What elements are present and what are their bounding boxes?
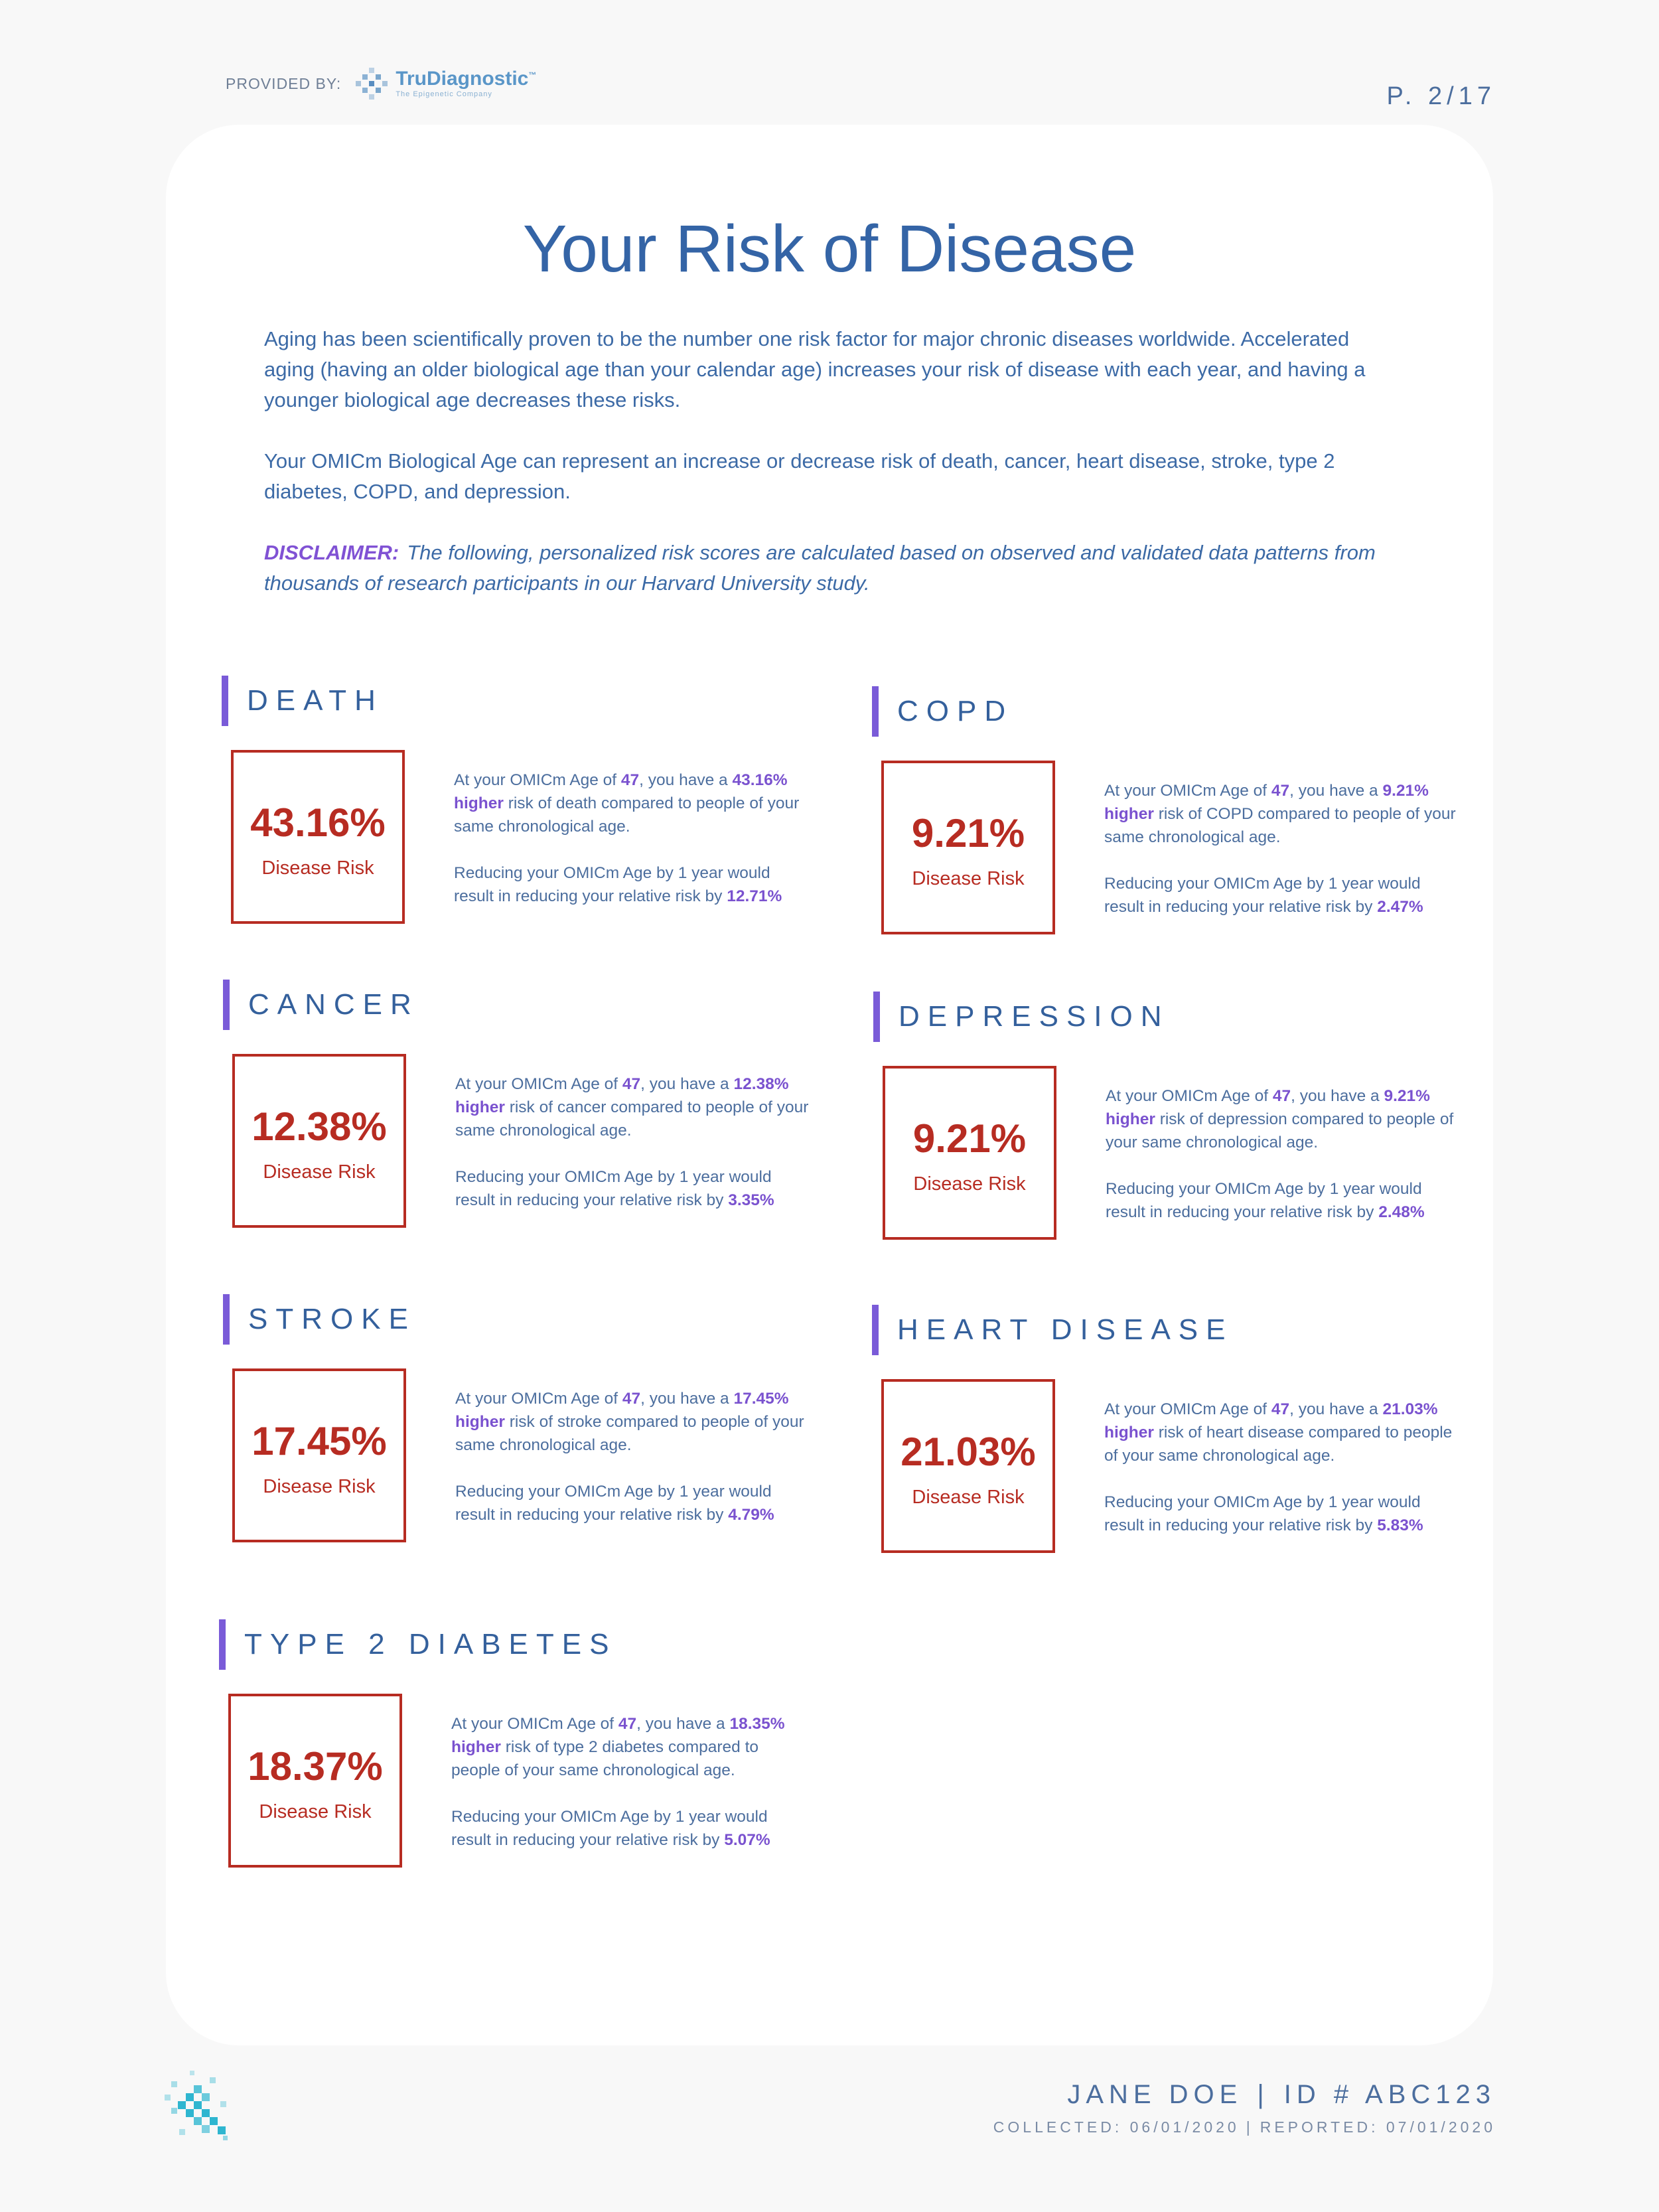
risk-box (231, 750, 405, 924)
section-title: COPD (872, 686, 1013, 737)
brand-tagline: The Epigenetic Company (396, 90, 492, 98)
brand-logo (356, 65, 536, 102)
report-dates (993, 2118, 1496, 2136)
section-title: DEPRESSION (873, 992, 1170, 1042)
risk-reduction: 4.79% (728, 1506, 774, 1524)
intro-paragraph-1: Aging has been scientifically proven to be the number one risk factor for major chronic diseases worldwide. Accelerated aging (having an older biological age than your calendar age) increases your risk of disease with each year, and having a younger biological age decreases these risks. (264, 327, 1366, 411)
risk-reduction: 2.48% (1378, 1203, 1425, 1221)
risk-value: 9.21% (912, 1116, 1027, 1161)
risk-box (228, 1694, 402, 1868)
footer-separator: | (1257, 2080, 1269, 2109)
risk-reduction: 2.47% (1377, 898, 1423, 916)
trudiagnostic-logo-icon (356, 65, 389, 102)
collected-date: COLLECTED: 06/01/2020 (993, 2118, 1240, 2136)
reported-date: REPORTED: 07/01/2020 (1260, 2118, 1496, 2136)
risk-description: At your OMICm Age of 47, you have a 12.38% higher risk of cancer compared to people of your same chronological age. Reducing your OMICm Age by 1 year would result in reducing your relative risk by 3.35% (455, 1075, 809, 1209)
risk-caption: Disease Risk (263, 1476, 376, 1497)
intro-paragraph-2: Your OMICm Biological Age can represent an increase or decrease risk of death, cancer, heart disease, stroke, type 2 diabetes, COPD, and depression. (264, 449, 1335, 503)
section-title: HEART DISEASE (872, 1305, 1234, 1355)
risk-caption: Disease Risk (912, 868, 1025, 889)
risk-box (881, 761, 1055, 934)
risk-caption: Disease Risk (259, 1801, 372, 1822)
section-type2-diabetes (219, 1619, 856, 1911)
provided-by (226, 65, 536, 102)
brand-trademark: ™ (528, 70, 537, 80)
disclaimer-text: The following, personalized risk scores are calculated based on observed and validated data patterns from thousands of research participants in our Harvard University study. (264, 541, 1376, 595)
risk-reduction: 3.35% (728, 1191, 774, 1209)
section-stroke (223, 1294, 860, 1586)
section-death (222, 676, 859, 968)
risk-reduction: 5.83% (1377, 1516, 1423, 1534)
omicm-age: 47 (622, 1075, 641, 1093)
section-heart-disease (872, 1305, 1509, 1597)
higher-risk: 9.21% higher (1106, 1087, 1430, 1128)
risk-box (232, 1054, 406, 1228)
section-copd (872, 686, 1509, 978)
section-title: DEATH (222, 676, 384, 726)
risk-description: At your OMICm Age of 47, you have a 17.45% higher risk of stroke compared to people of your same chronological age. Reducing your OMICm Age by 1 year would result in reducing your relative risk by 4.79% (455, 1390, 804, 1524)
omicm-age: 47 (618, 1715, 637, 1733)
risk-description: At your OMICm Age of 47, you have a 21.03% higher risk of heart disease compared to people of your same chronological age. Reducing your OMICm Age by 1 year would result in reducing your relative risk by 5.83% (1104, 1400, 1453, 1534)
higher-risk: 12.38% higher (455, 1075, 789, 1116)
risk-description: At your OMICm Age of 47, you have a 43.16% higher risk of death compared to people of your same chronological age. Reducing your OMICm Age by 1 year would result in reducing your relative risk by 12.71% (454, 771, 800, 905)
higher-risk: 17.45% higher (455, 1390, 789, 1431)
higher-risk: 9.21% higher (1104, 782, 1429, 823)
section-title: STROKE (223, 1294, 416, 1345)
omicm-age: 47 (1271, 1400, 1290, 1418)
section-depression (873, 992, 1510, 1284)
higher-risk: 21.03% higher (1104, 1400, 1438, 1441)
dates-separator: | (1246, 2118, 1254, 2136)
risk-box (883, 1066, 1056, 1240)
disclaimer-label: DISCLAIMER: (264, 541, 399, 564)
patient-id: ID # ABC123 (1283, 2080, 1496, 2109)
risk-description: At your OMICm Age of 47, you have a 9.21% higher risk of COPD compared to people of your same chronological age. Reducing your OMICm Age by 1 year would result in reducing your relative risk by 2.47% (1104, 782, 1456, 916)
omicm-age: 47 (1271, 782, 1290, 800)
risk-caption: Disease Risk (913, 1173, 1026, 1195)
patient-info (1067, 2080, 1496, 2110)
section-title: CANCER (223, 980, 419, 1030)
risk-box (232, 1368, 406, 1542)
page-number: P. 2/17 (1386, 82, 1496, 110)
section-title: TYPE 2 DIABETES (219, 1619, 616, 1670)
risk-caption: Disease Risk (912, 1487, 1025, 1508)
risk-description: At your OMICm Age of 47, you have a 18.35% higher risk of type 2 diabetes compared to people of your same chronological age. Reducing your OMICm Age by 1 year would result in reducing your relative risk by 5.07% (451, 1715, 785, 1849)
risk-caption: Disease Risk (261, 857, 374, 879)
risk-value: 9.21% (911, 811, 1025, 855)
disclaimer (264, 538, 1379, 599)
risk-caption: Disease Risk (263, 1161, 376, 1183)
brand-name: TruDiagnostic (396, 68, 529, 90)
section-cancer (223, 980, 860, 1272)
provided-by-label: PROVIDED BY: (226, 74, 342, 92)
patient-name: JANE DOE (1067, 2080, 1243, 2109)
omicm-age: 47 (1272, 1087, 1291, 1105)
risk-value: 43.16% (250, 800, 386, 845)
risk-value: 12.38% (252, 1104, 387, 1149)
risk-value: 18.37% (248, 1744, 383, 1789)
higher-risk: 18.35% higher (451, 1715, 785, 1756)
intro-text (264, 324, 1379, 599)
risk-value: 21.03% (901, 1430, 1036, 1474)
higher-risk: 43.16% higher (454, 771, 788, 812)
omicm-age: 47 (620, 771, 640, 789)
trudiagnostic-footer-logo-icon (163, 2068, 232, 2144)
risk-reduction: 12.71% (727, 887, 782, 905)
page-title: Your Risk of Disease (522, 212, 1137, 286)
risk-reduction: 5.07% (724, 1831, 770, 1849)
risk-box (881, 1379, 1055, 1553)
risk-value: 17.45% (252, 1419, 387, 1463)
omicm-age: 47 (622, 1390, 641, 1408)
risk-description: At your OMICm Age of 47, you have a 9.21% higher risk of depression compared to people of your same chronological age. Reducing your OMICm Age by 1 year would result in reducing your relative risk by 2.48% (1106, 1087, 1454, 1221)
